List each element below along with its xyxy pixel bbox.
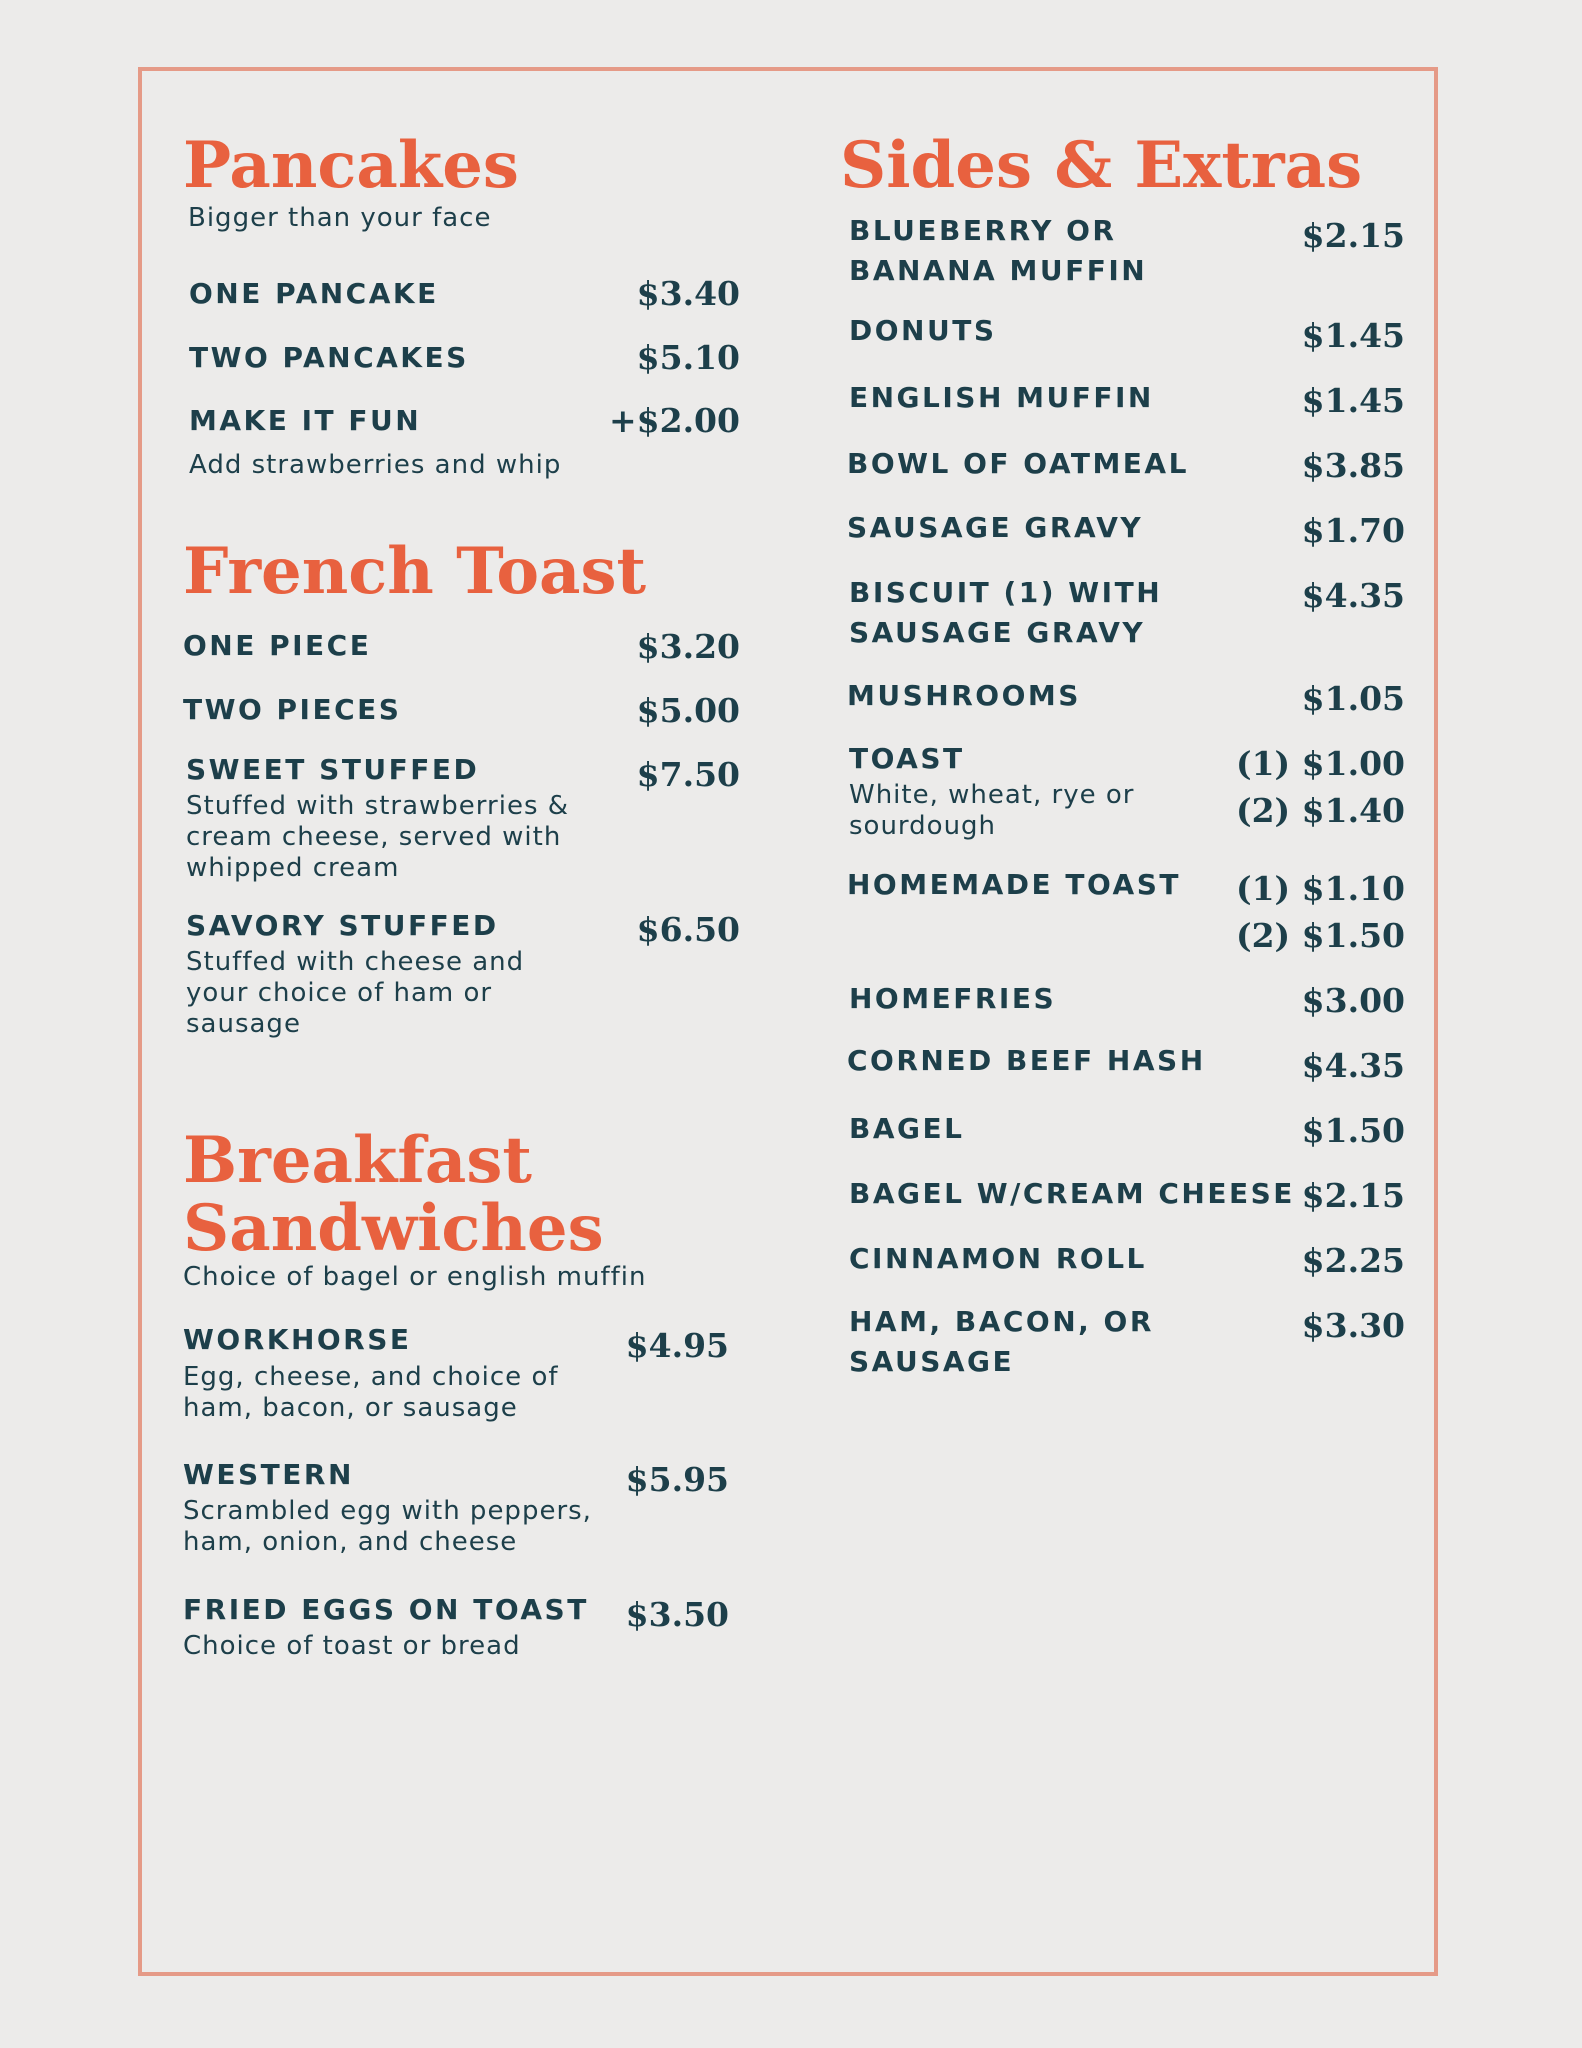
menu-item-description: whipped cream xyxy=(186,853,400,883)
menu-item-price: $3.00 xyxy=(1301,981,1405,1020)
menu-item-description: White, wheat, rye or xyxy=(849,780,1135,810)
menu-item-name: BOWL OF OATMEAL xyxy=(847,447,1189,480)
menu-item-name: ENGLISH MUFFIN xyxy=(849,381,1154,414)
menu-item-name: MAKE IT FUN xyxy=(189,404,422,437)
menu-item-name: DONUTS xyxy=(849,314,997,347)
menu-item-name: BAGEL xyxy=(849,1112,965,1145)
menu-item-price: $4.35 xyxy=(1301,1046,1405,1085)
menu-item-name: WORKHORSE xyxy=(183,1323,412,1356)
menu-item-price: $3.30 xyxy=(1301,1306,1405,1345)
menu-item-description: Egg, cheese, and choice of xyxy=(183,1362,559,1392)
menu-item-price: (1) $1.00 xyxy=(1235,744,1405,783)
menu-item-name: BANANA MUFFIN xyxy=(849,254,1148,287)
menu-item-description: Stuffed with cheese and xyxy=(186,947,525,977)
menu-item-name: SAUSAGE GRAVY xyxy=(847,511,1144,544)
section-title-sandwiches: Sandwiches xyxy=(183,1191,604,1266)
menu-item-price: $5.95 xyxy=(625,1460,729,1499)
menu-item-name: FRIED EGGS ON TOAST xyxy=(183,1593,589,1626)
menu-item-name: HOMEFRIES xyxy=(849,982,1057,1015)
menu-item-price: $3.40 xyxy=(636,274,740,313)
menu-item-price: $2.15 xyxy=(1301,216,1405,255)
section-title-pancakes: Pancakes xyxy=(183,128,519,203)
menu-item-name: BLUEBERRY OR xyxy=(849,214,1117,247)
menu-item-description: Add strawberries and whip xyxy=(189,450,562,480)
section-subtitle-sandwiches: Choice of bagel or english muffin xyxy=(183,1262,647,1292)
menu-item-description: ham, bacon, or sausage xyxy=(183,1393,518,1423)
menu-item-name: TWO PIECES xyxy=(183,693,402,726)
menu-item-price: $5.10 xyxy=(636,338,740,377)
menu-item-name: CINNAMON ROLL xyxy=(849,1242,1147,1275)
menu-item-name: BAGEL W/CREAM CHEESE xyxy=(849,1177,1295,1210)
menu-item-price: $1.70 xyxy=(1301,511,1405,550)
menu-item-name: MUSHROOMS xyxy=(847,679,1081,712)
menu-item-price: $5.00 xyxy=(636,691,740,730)
menu-item-description: Stuffed with strawberries & xyxy=(186,791,570,821)
menu-item-price: $1.50 xyxy=(1301,1111,1405,1150)
menu-item-name: SWEET STUFFED xyxy=(186,753,480,786)
menu-item-description: sourdough xyxy=(849,811,997,841)
menu-item-price: (2) $1.50 xyxy=(1235,916,1405,955)
menu-item-description: sausage xyxy=(186,1009,301,1039)
menu-item-name: ONE PIECE xyxy=(183,629,372,662)
section-subtitle-pancakes: Bigger than your face xyxy=(188,203,492,233)
menu-item-description: cream cheese, served with xyxy=(186,822,562,852)
menu-item-name: HOMEMADE TOAST xyxy=(847,868,1181,901)
menu-item-price: $1.45 xyxy=(1301,381,1405,420)
menu-item-name: WESTERN xyxy=(183,1458,354,1491)
section-title-breakfast: Breakfast xyxy=(183,1123,532,1198)
menu-item-name: TOAST xyxy=(849,742,965,775)
menu-item-price: $3.50 xyxy=(625,1595,729,1634)
menu-item-price: +$2.00 xyxy=(609,401,740,440)
menu-item-name: SAUSAGE GRAVY xyxy=(849,616,1146,649)
menu-item-price: (2) $1.40 xyxy=(1235,791,1405,830)
menu-item-price: $2.15 xyxy=(1301,1176,1405,1215)
menu-item-price: $1.05 xyxy=(1301,679,1405,718)
menu-item-name: SAVORY STUFFED xyxy=(186,909,499,942)
menu-item-name: BISCUIT (1) WITH xyxy=(849,576,1163,609)
menu-item-price: (1) $1.10 xyxy=(1235,869,1405,908)
menu-item-price: $3.20 xyxy=(636,627,740,666)
menu-item-price: $2.25 xyxy=(1301,1241,1405,1280)
section-title-french-toast: French Toast xyxy=(183,534,647,609)
menu-item-price: $6.50 xyxy=(636,910,740,949)
menu-item-description: Choice of toast or bread xyxy=(183,1631,521,1661)
section-title-sides-extras: Sides & Extras xyxy=(840,128,1363,203)
menu-item-price: $4.35 xyxy=(1301,576,1405,615)
menu-item-name: SAUSAGE xyxy=(849,1345,1015,1378)
menu-item-price: $7.50 xyxy=(636,755,740,794)
menu-item-description: Scrambled egg with peppers, xyxy=(183,1496,592,1526)
menu-item-name: TWO PANCAKES xyxy=(189,341,469,374)
menu-item-description: ham, onion, and cheese xyxy=(183,1527,518,1557)
menu-item-name: HAM, BACON, OR xyxy=(849,1305,1154,1338)
menu-item-price: $4.95 xyxy=(625,1326,729,1365)
menu-item-description: your choice of ham or xyxy=(186,978,493,1008)
menu-item-name: ONE PANCAKE xyxy=(189,277,439,310)
menu-item-name: CORNED BEEF HASH xyxy=(847,1044,1206,1077)
menu-item-price: $1.45 xyxy=(1301,316,1405,355)
menu-item-price: $3.85 xyxy=(1301,446,1405,485)
